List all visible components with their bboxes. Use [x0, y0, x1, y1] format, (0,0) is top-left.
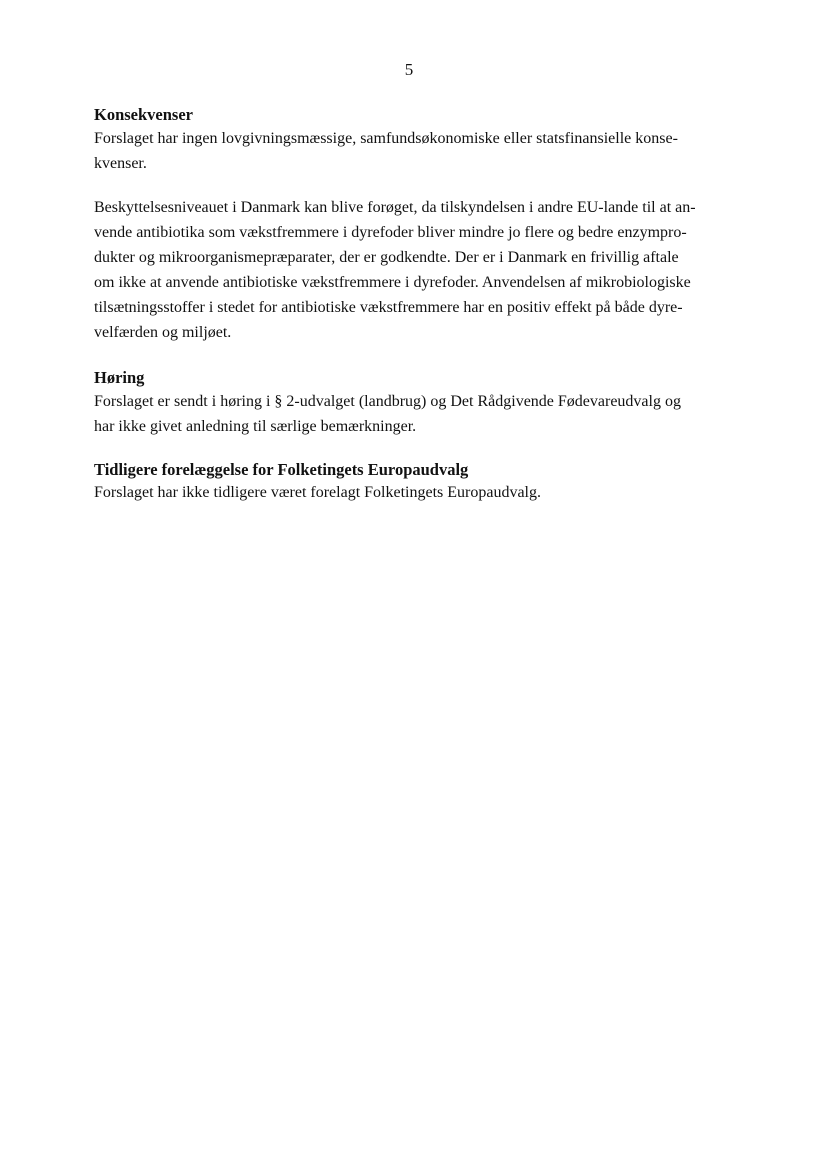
section-beskyttelsesniveau [94, 195, 734, 345]
section-heading: Tidligere forelæggelse for Folketingets Europaudvalg [94, 460, 469, 479]
page-number: 5 [404, 60, 414, 79]
section-heading: Konsekvenser [94, 105, 193, 124]
paragraph-line: Beskyttelsesniveauet i Danmark kan blive forøget, da tilskyndelsen i andre EU-lande til at an- [94, 199, 696, 216]
section-tidligere-forelaeggelse [94, 459, 734, 505]
section-horing [94, 367, 734, 439]
paragraph-line: vende antibiotika som vækstfremmere i dyrefoder bliver mindre jo flere og bedre enzympro- [94, 224, 687, 241]
paragraph-line: velfærden og miljøet. [94, 324, 232, 341]
paragraph-line: kvenser. [94, 155, 147, 172]
paragraph-line: om ikke at anvende antibiotiske vækstfremmere i dyrefoder. Anvendelsen af mikrobiologiske [94, 274, 691, 291]
paragraph-line: Forslaget er sendt i høring i § 2-udvalget (landbrug) og Det Rådgivende Fødevareudvalg og [94, 393, 681, 410]
section-konsekvenser [94, 104, 734, 176]
section-heading: Høring [94, 368, 145, 387]
paragraph-line: Forslaget har ingen lovgivningsmæssige, samfundsøkonomiske eller statsfinansielle konse- [94, 130, 678, 147]
paragraph-line: har ikke givet anledning til særlige bemærkninger. [94, 418, 417, 435]
paragraph-line: dukter og mikroorganismepræparater, der er godkendte. Der er i Danmark en frivillig aftale [94, 249, 679, 266]
paragraph-line: tilsætningsstoffer i stedet for antibiotiske vækstfremmere har en positiv effekt på både dyre- [94, 299, 683, 316]
paragraph-line: Forslaget har ikke tidligere været forelagt Folketingets Europaudvalg. [94, 484, 541, 501]
